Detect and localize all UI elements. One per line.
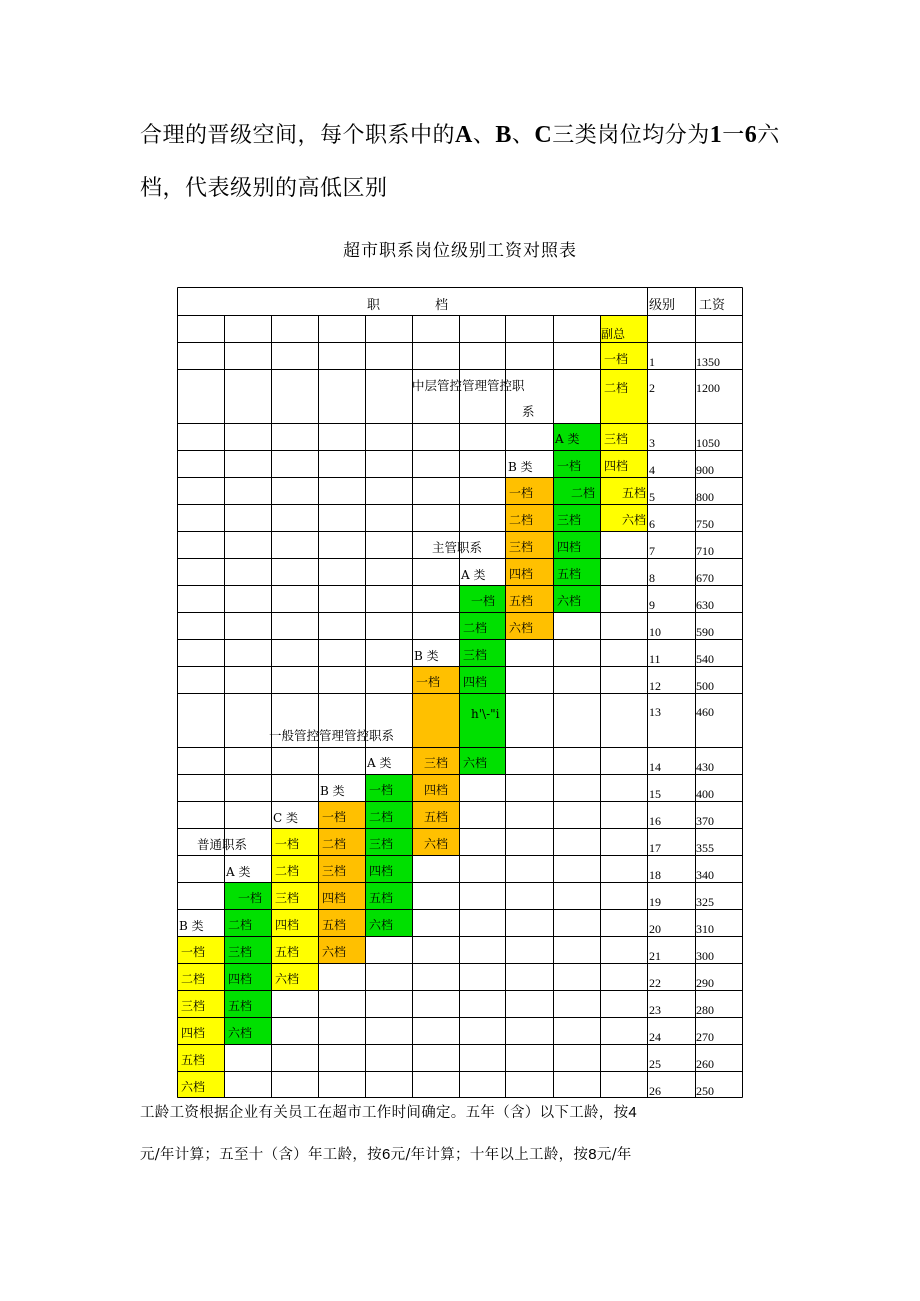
intro-text: 三类岗位均分为 — [552, 123, 710, 148]
intro-text: 合理的晋级空间，每个职系中的 — [140, 123, 456, 148]
salary-value: 310 — [696, 922, 714, 936]
grid-cell-text: 系 — [522, 404, 535, 419]
grid-cell-text: 四档 — [181, 1026, 206, 1040]
salary-value: 340 — [696, 868, 714, 882]
salary-value: 750 — [696, 517, 714, 531]
level-value: 10 — [649, 625, 661, 639]
level-value: 12 — [649, 679, 661, 693]
grid-cell-text: B 类 — [179, 919, 204, 933]
level-value: 26 — [649, 1084, 661, 1098]
intro-text: 六 — [757, 123, 780, 148]
grid-cell-text: 一档 — [322, 810, 347, 824]
grid-cell-text: 六档 — [369, 918, 394, 932]
grid-cell-text: 二档 — [228, 918, 253, 932]
salary-value: 300 — [696, 949, 714, 963]
footer-text: 工龄工资根据企业有关员工在超市工作时间确定。五年（含）以下工龄，按 — [140, 1105, 629, 1121]
footer-number: 8 — [588, 1146, 597, 1163]
grid-cell-text: 二档 — [322, 837, 347, 851]
grid-cell-text: 四档 — [509, 567, 534, 581]
grid-cell-text: 一档 — [509, 486, 534, 500]
salary-value: 710 — [696, 544, 714, 558]
level-value: 7 — [649, 544, 655, 558]
level-value: 11 — [649, 652, 661, 666]
header-position: 职 — [367, 298, 381, 313]
footer-number: 4 — [628, 1104, 638, 1121]
level-value: 13 — [649, 705, 661, 719]
level-value: 22 — [649, 976, 661, 990]
intro-text: 、 — [472, 123, 496, 148]
grid-cell-text: 三档 — [424, 756, 449, 770]
grid-cell-text: C 类 — [273, 811, 298, 825]
grid-cell-text: 普通职系 — [197, 837, 248, 852]
salary-value: 590 — [696, 625, 714, 639]
grid-cell-text: 主管职系 — [432, 540, 483, 555]
grid-cell-text: 六档 — [509, 621, 534, 635]
grid-cell-text: 六档 — [622, 513, 647, 527]
level-value: 20 — [649, 922, 661, 936]
grid-cell-text: 三档 — [275, 891, 300, 905]
level-value: 2 — [649, 381, 655, 395]
salary-value: 355 — [696, 841, 714, 855]
level-value: 24 — [649, 1030, 661, 1044]
level-value: 16 — [649, 814, 661, 828]
level-value: 5 — [649, 490, 655, 504]
grid-cell-text: 四档 — [275, 918, 300, 932]
grid-cell-text: 三档 — [463, 648, 488, 662]
grid-cell-text: 四档 — [228, 972, 253, 986]
grid-cell-text: 二档 — [275, 864, 300, 878]
grid-cell-text: 一档 — [604, 352, 629, 366]
grid-cell-text: 五档 — [275, 945, 300, 959]
level-value: 8 — [649, 571, 655, 585]
grid-cell-text: 五档 — [557, 567, 582, 581]
salary-value: 260 — [696, 1057, 714, 1071]
salary-value: 500 — [696, 679, 714, 693]
grid-cell-text: 三档 — [181, 999, 206, 1013]
grid-cell-text: 二档 — [463, 621, 488, 635]
footer-line-2 — [140, 1143, 632, 1164]
salary-value: 540 — [696, 652, 714, 666]
level-value: 9 — [649, 598, 655, 612]
salary-value: 290 — [696, 976, 714, 990]
grid-cell-text: 五档 — [622, 486, 647, 500]
grid-cell-text: 三档 — [509, 540, 534, 554]
salary-value: 325 — [696, 895, 714, 909]
grid-cell-text: A 类 — [226, 865, 251, 879]
grid-cell-text: 六档 — [424, 837, 449, 851]
level-value: 1 — [649, 355, 655, 369]
salary-value: 1200 — [696, 381, 720, 395]
grid-cell-text: 二档 — [604, 381, 629, 395]
grid-cell-text: 二档 — [571, 486, 596, 500]
intro-number: 1 — [709, 122, 723, 148]
level-value: 19 — [649, 895, 661, 909]
level-value: 23 — [649, 1003, 661, 1017]
grid-cell-text: B 类 — [414, 649, 439, 663]
level-value: 3 — [649, 436, 655, 450]
grid-cell-text: 三档 — [557, 513, 582, 527]
grid-cell-text: 一档 — [557, 459, 582, 473]
footer-text: 元/年 — [596, 1147, 632, 1163]
grid-cell-text: 一档 — [275, 837, 300, 851]
grid-cell-text: A 类 — [555, 432, 580, 446]
grid-cell-text: 六档 — [275, 972, 300, 986]
intro-letter: C — [534, 122, 553, 148]
grid-cell-text: 中层管控管理管控职 — [412, 378, 525, 393]
grid-cell-text: A 类 — [461, 568, 486, 582]
footer-line-1 — [140, 1101, 637, 1122]
grid-cell-text: 六档 — [463, 756, 488, 770]
table-title: 超市职系岗位级别工资对照表 — [343, 241, 577, 261]
salary-value: 400 — [696, 787, 714, 801]
intro-line-1 — [140, 118, 780, 149]
grid-cell-text: 四档 — [424, 783, 449, 797]
footer-number: 6 — [381, 1146, 391, 1163]
grid-cell-text: 一档 — [181, 945, 206, 959]
grid-cell-text: 二档 — [509, 513, 534, 527]
salary-value: 460 — [696, 705, 714, 719]
level-value: 6 — [649, 517, 655, 531]
grid-cell-text: B 类 — [508, 460, 533, 474]
header-salary: 工资 — [699, 298, 726, 313]
level-value: 15 — [649, 787, 661, 801]
intro-line-2: 档，代表级别的高低区别 — [140, 176, 388, 201]
grid-cell-text: 五档 — [509, 594, 534, 608]
level-value: 14 — [649, 760, 661, 774]
salary-grid-table — [177, 287, 743, 1098]
intro-letter: A — [455, 122, 473, 148]
salary-value: 280 — [696, 1003, 714, 1017]
grid-cell-text: 一般管控管理管控职系 — [269, 728, 395, 743]
grid-cell-text: 四档 — [557, 540, 582, 554]
header-position-2: 档 — [435, 298, 449, 313]
grid-cell-text: 三档 — [322, 864, 347, 878]
grid-cell-text: 六档 — [322, 945, 347, 959]
grid-cell-text: 五档 — [424, 810, 449, 824]
grid-cell-text: 三档 — [604, 432, 629, 446]
grid-cell-text: 一档 — [369, 783, 394, 797]
footer-text: 元/年计算；十年以上工龄，按 — [390, 1147, 589, 1163]
grid-cell-text: 二档 — [181, 972, 206, 986]
grid-cell-text: 一档 — [416, 675, 441, 689]
grid-cell-text: 四档 — [463, 675, 488, 689]
level-value: 21 — [649, 949, 661, 963]
intro-number: 6 — [744, 122, 758, 148]
salary-value: 1350 — [696, 355, 720, 369]
level-value: 25 — [649, 1057, 661, 1071]
salary-value: 430 — [696, 760, 714, 774]
salary-value: 670 — [696, 571, 714, 585]
grid-cell-text: 四档 — [604, 459, 629, 473]
grid-cell-text: 一档 — [471, 594, 496, 608]
grid-cell-text: 三档 — [228, 945, 253, 959]
header-level: 级别 — [649, 298, 676, 313]
footer-text: 元/年计算；五至十（含）年工龄，按 — [140, 1147, 382, 1163]
grid-cell-text: 一档 — [238, 891, 263, 905]
grid-cell-text: 六档 — [228, 1026, 253, 1040]
salary-value: 370 — [696, 814, 714, 828]
intro-letter: B — [495, 122, 512, 148]
grid-cell-text: 六档 — [181, 1080, 206, 1094]
grid-cell-text: B 类 — [320, 784, 345, 798]
grid-cell-text: 五档 — [181, 1053, 206, 1067]
grid-cell-text: 三档 — [369, 837, 394, 851]
grid-cell-text: 五档 — [228, 999, 253, 1013]
grid-cell-text: 二档 — [369, 810, 394, 824]
level-value: 18 — [649, 868, 661, 882]
salary-value: 630 — [696, 598, 714, 612]
level-value: 4 — [649, 463, 655, 477]
grid-cell-text: A 类 — [367, 756, 392, 770]
grid-cell-text: 四档 — [322, 891, 347, 905]
salary-value: 1050 — [696, 436, 720, 450]
level-value: 17 — [649, 841, 661, 855]
intro-text: 、 — [511, 123, 535, 148]
grid-cell-text: 六档 — [557, 594, 582, 608]
grid-cell-text: 四档 — [369, 864, 394, 878]
salary-value: 270 — [696, 1030, 714, 1044]
salary-value: 900 — [696, 463, 714, 477]
salary-value: 800 — [696, 490, 714, 504]
grid-cell-text: h'\-"i — [471, 707, 500, 721]
intro-text: 一 — [722, 123, 745, 148]
grid-cell-text: 五档 — [322, 918, 347, 932]
salary-value: 250 — [696, 1084, 714, 1098]
header-vice-gm: 副总 — [601, 327, 626, 341]
grid-cell-text: 五档 — [369, 891, 394, 905]
